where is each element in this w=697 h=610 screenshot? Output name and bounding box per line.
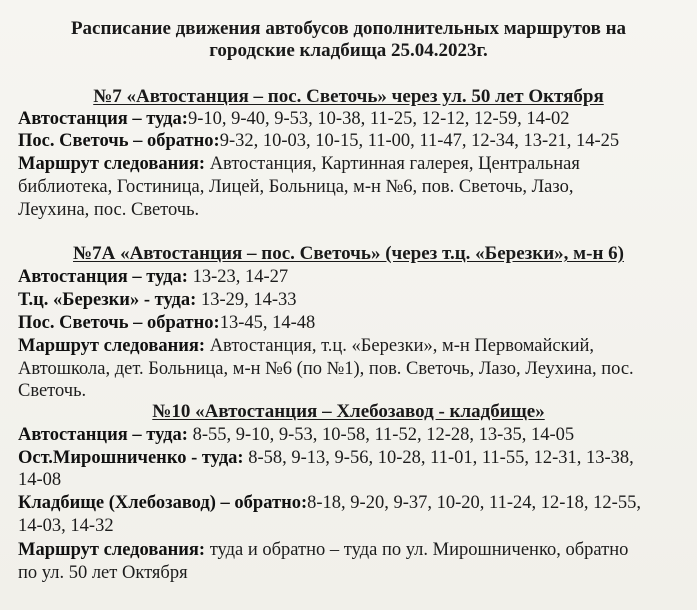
route-7-heading: №7 «Автостанция – пос. Светочь» через ул. 50 лет Октября xyxy=(93,86,604,107)
route-7a-heading: №7А «Автостанция – пос. Светочь» (через т.ц. «Березки», м-н 6) xyxy=(73,243,624,264)
route-10-heading: №10 «Автостанция – Хлебозавод - кладбище» xyxy=(152,401,545,422)
route-7-line-path xyxy=(18,153,688,175)
document-title-line-2: городские кладбища 25.04.2023г. xyxy=(209,40,488,61)
route-7a-berezki-times: 13-29, 14-33 xyxy=(196,290,297,310)
route-7-outbound-times: 9-10, 9-40, 9-53, 10-38, 11-25, 12-12, 12-59, 14-02 xyxy=(187,109,570,129)
route-7a-outbound-times: 13-23, 14-27 xyxy=(187,267,289,287)
route-10-line-return xyxy=(18,492,688,514)
route-10-return-label: Кладбище (Хлебозавод) – обратно: xyxy=(18,493,308,513)
route-7a-outbound-label: Автостанция – туда: xyxy=(18,267,188,287)
route-7a-path-continued-1: Автошкола, дет. Больница, м-н №6 (по №1), пов. Светочь, Лазо, Леухина, пос. xyxy=(18,359,634,379)
route-10-miroshnichenko-continued: 14-08 xyxy=(18,470,62,490)
route-10-return-times: 8-18, 9-20, 9-37, 10-20, 11-24, 12-18, 12-55, xyxy=(307,493,641,513)
route-10-outbound-times: 8-55, 9-10, 9-53, 10-58, 11-52, 12-28, 13-35, 14-05 xyxy=(187,425,575,445)
route-7a-line-path xyxy=(18,335,688,357)
route-10-miroshnichenko-label: Ост.Мирошниченко - туда: xyxy=(18,448,244,468)
route-7-line-return xyxy=(18,130,688,152)
route-7a-return-times: 13-45, 14-48 xyxy=(219,313,316,333)
route-10-outbound-label: Автостанция – туда: xyxy=(18,425,188,445)
route-7-line-outbound xyxy=(18,108,688,130)
route-7a-line-berezki xyxy=(18,289,688,311)
route-7-path-label: Маршрут следования: xyxy=(18,154,206,174)
document-title-line-1: Расписание движения автобусов дополнительных маршрутов на xyxy=(70,18,627,39)
route-7a-line-return xyxy=(18,312,688,334)
route-10-miroshnichenko-times: 8-58, 9-13, 9-56, 10-28, 11-01, 11-55, 12-31, 13-38, xyxy=(243,448,634,468)
route-10-line-outbound xyxy=(18,424,688,446)
route-7a-berezki-label: Т.ц. «Березки» - туда: xyxy=(18,290,197,310)
route-7-outbound-label: Автостанция – туда: xyxy=(18,109,188,129)
route-7a-return-label: Пос. Светочь – обратно: xyxy=(18,313,220,333)
route-7-path-continued-2: Леухина, пос. Светочь. xyxy=(18,200,200,220)
route-7-return-label: Пос. Светочь – обратно: xyxy=(18,131,220,151)
route-10-line-path xyxy=(18,539,688,561)
route-10-path-text: туда и обратно – туда по ул. Мирошниченко, обратно xyxy=(205,540,629,560)
route-10-path-label: Маршрут следования: xyxy=(18,540,206,560)
route-7-path-text: Автостанция, Картинная галерея, Центральная xyxy=(205,154,580,174)
route-7-return-times: 9-32, 10-03, 10-15, 11-00, 11-47, 12-34, 13-21, 14-25 xyxy=(219,131,620,151)
route-7a-line-outbound xyxy=(18,266,688,288)
route-7-path-continued-1: библиотека, Гостиница, Лицей, Больница, м-н №6, пов. Светочь, Лазо, xyxy=(18,177,574,197)
route-7a-path-label: Маршрут следования: xyxy=(18,336,206,356)
route-10-return-continued: 14-03, 14-32 xyxy=(18,516,114,536)
route-10-path-continued: по ул. 50 лет Октября xyxy=(18,563,188,583)
route-7a-path-continued-2: Светочь. xyxy=(18,381,87,401)
route-7a-path-text: Автостанция, т.ц. «Березки», м-н Первомайский, xyxy=(205,336,595,356)
route-10-line-miroshnichenko xyxy=(18,447,688,469)
